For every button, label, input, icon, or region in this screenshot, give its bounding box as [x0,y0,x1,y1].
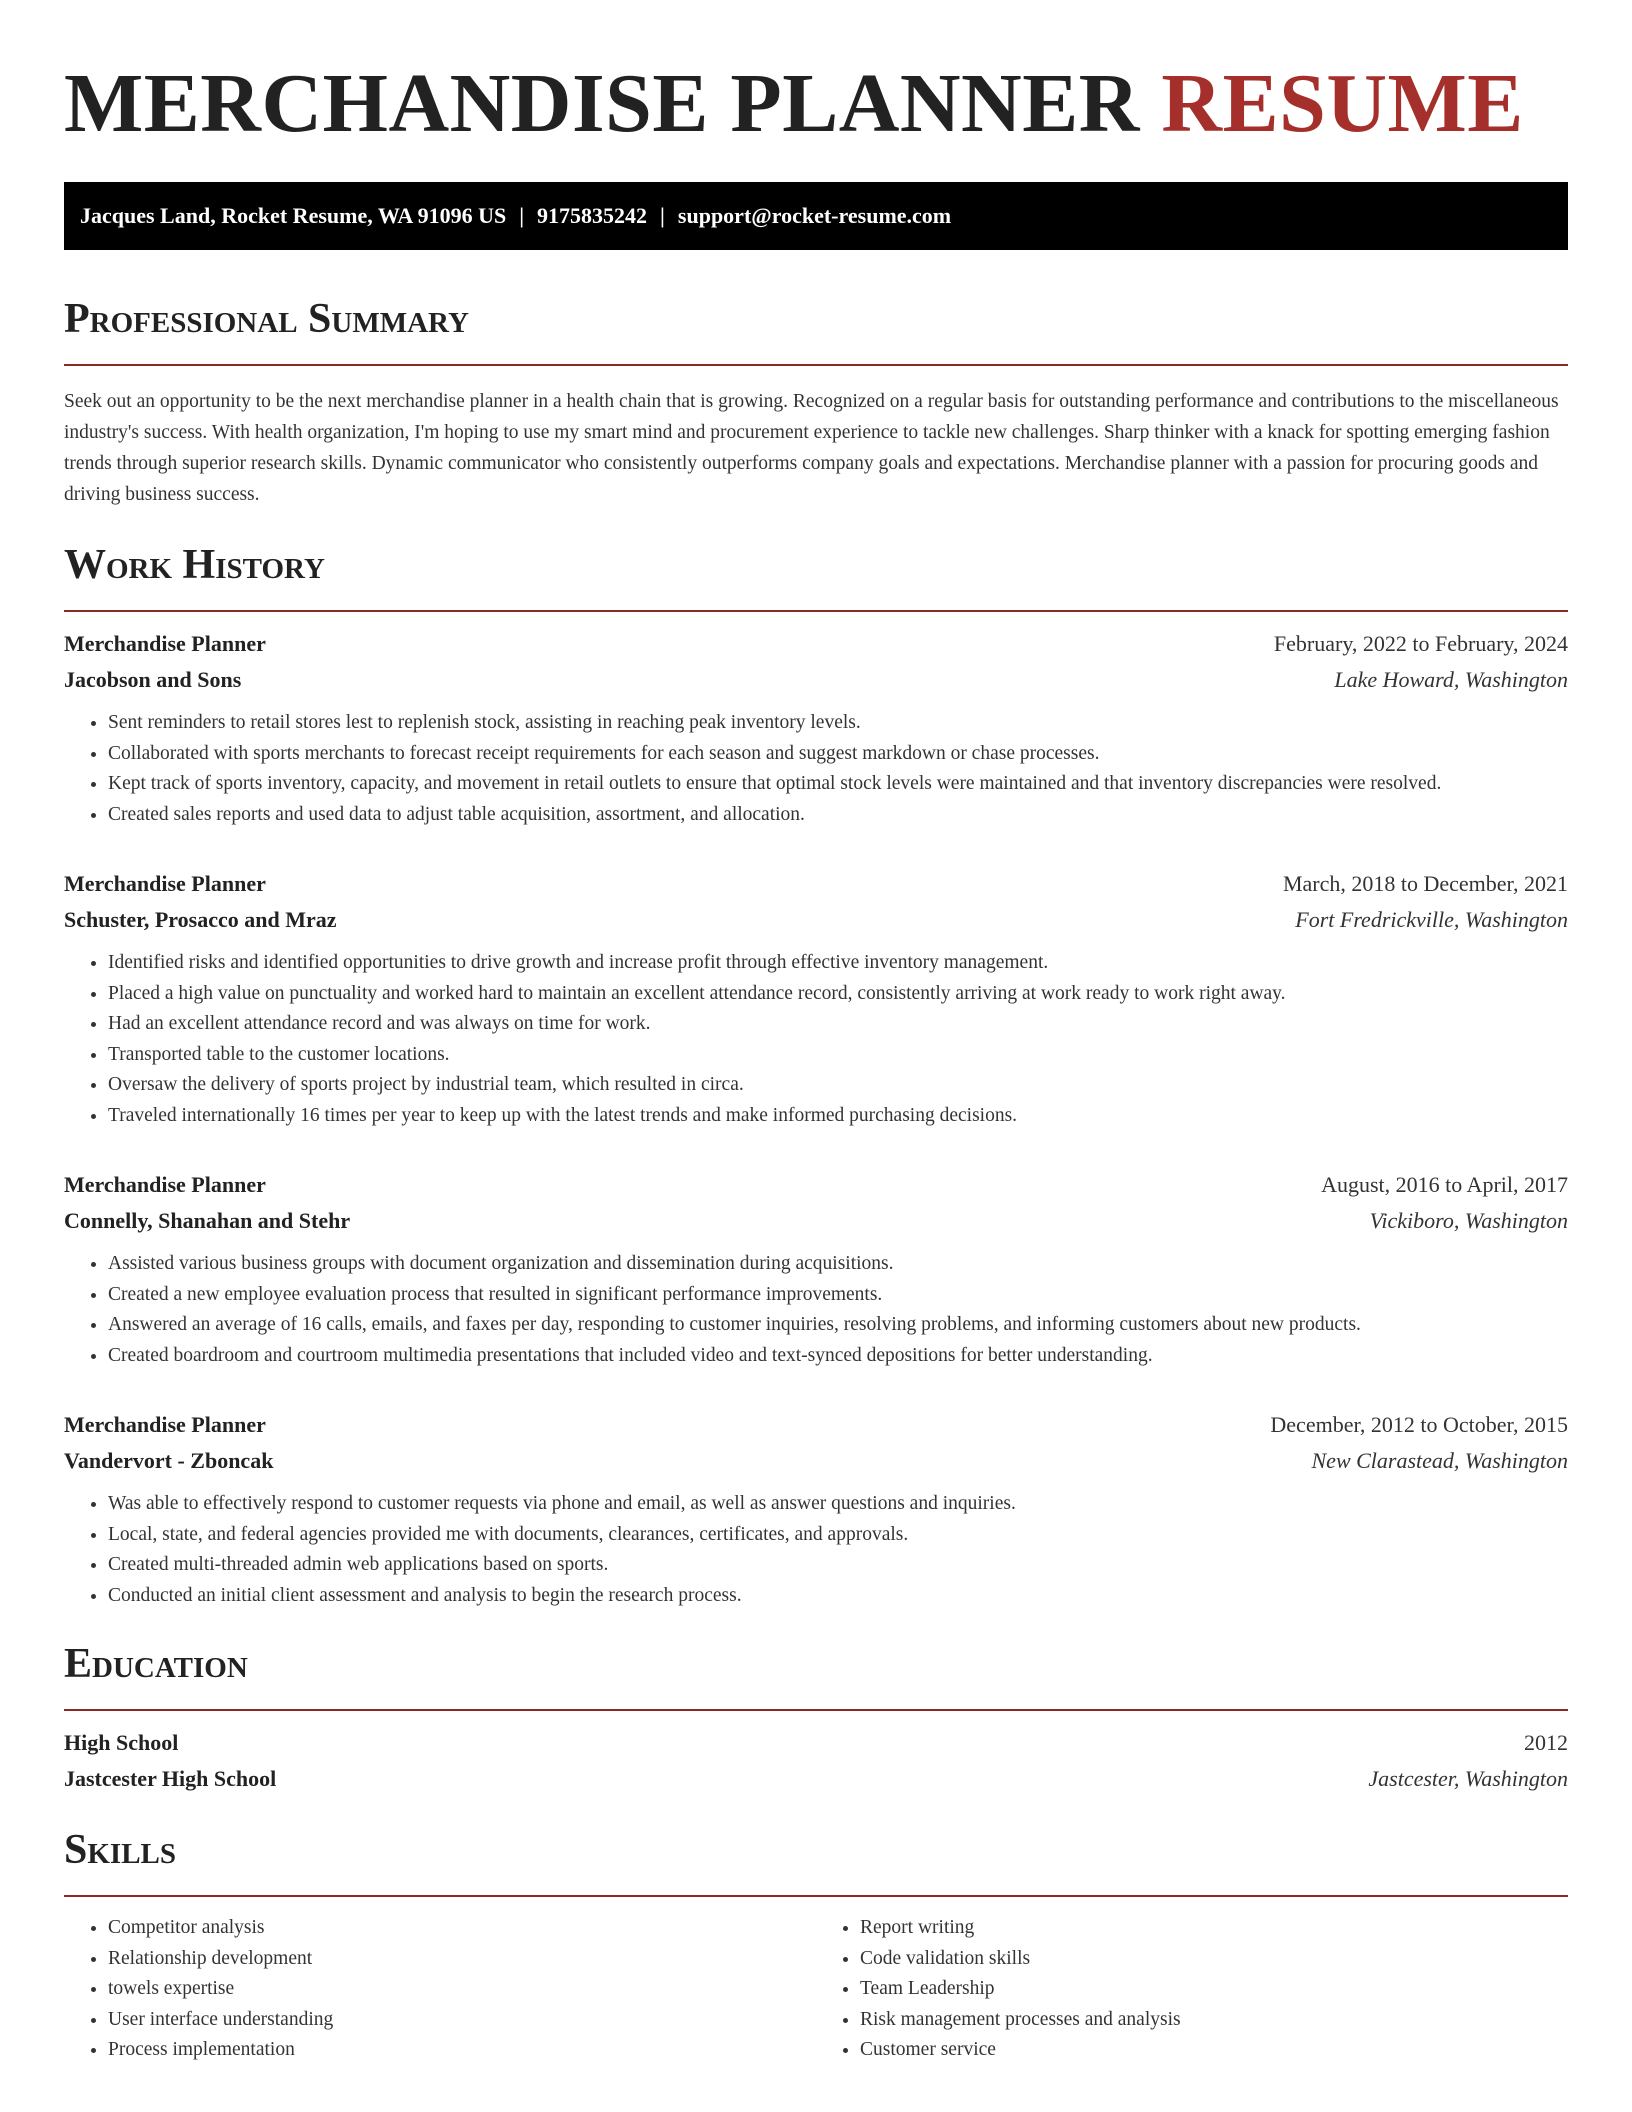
skill-item: • Risk management processes and analysis [860,2005,1568,2036]
job-title: Merchandise Planner [64,631,266,656]
job-bullet: • Assisted various business groups with document organization and dissemination during acquisitions. [108,1249,1568,1280]
skills-heading: Skills [64,1827,177,1873]
job-entry [64,626,1568,830]
job-bullet: • Oversaw the delivery of sports project by industrial team, which resulted in circa. [108,1070,1568,1101]
job-entry [64,1407,1568,1611]
contact-email: support@rocket-resume.com [677,203,952,228]
job-bullet: • Transported table to the customer locations. [108,1040,1568,1071]
job-bullet: • Conducted an initial client assessment and analysis to begin the research process. [108,1581,1568,1612]
job-entry [64,866,1568,1131]
section-divider [64,1709,1568,1711]
skill-item: • Customer service [860,2035,1568,2066]
contact-separator: | [519,203,525,228]
job-bullet: • Created multi-threaded admin web applications based on sports. [108,1550,1568,1581]
contact-address: Jacques Land, Rocket Resume, WA 91096 US [80,203,507,228]
contact-phone: 9175835242 [537,203,648,228]
education-heading: Education [64,1641,248,1687]
job-title: Merchandise Planner [64,871,266,896]
job-bullet: • Had an excellent attendance record and was always on time for work. [108,1009,1568,1040]
job-bullets [64,1249,1568,1371]
skills-section [64,1827,1568,2066]
job-location: Fort Fredrickville, Washington [1295,907,1568,932]
section-divider [64,364,1568,366]
skills-list-right [816,1913,1568,2066]
education-section [64,1641,1568,1797]
job-company: Vandervort - Zboncak [64,1448,274,1473]
job-bullet: • Placed a high value on punctuality and worked hard to maintain an excellent attendance record, consistently arriving at work ready to work right away. [108,979,1568,1010]
skill-item: • Code validation skills [860,1944,1568,1975]
skill-item: • towels expertise [108,1974,816,2005]
job-company: Connelly, Shanahan and Stehr [64,1208,351,1233]
job-bullets [64,948,1568,1131]
job-dates: February, 2022 to February, 2024 [1273,631,1568,656]
job-bullets [64,1489,1568,1611]
education-location: Jastcester, Washington [1368,1766,1568,1791]
job-bullet: • Local, state, and federal agencies provided me with documents, clearances, certificates, and approvals. [108,1520,1568,1551]
summary-text: Seek out an opportunity to be the next merchandise planner in a health chain that is growing. Recognized on a regular basis for outstanding performance and contributions to the miscellaneous industry's success. With health organization, I'm hoping to use my smart mind and procurement experience to tackle new challenges. Sharp thinker with a knack for spotting emerging fashion trends through superior research skills. Dynamic communicator who consistently outperforms company goals and expectations. Merchandise planner with a passion for procuring goods and driving business success. [64,391,1559,505]
job-bullet: • Traveled internationally 16 times per year to keep up with the latest trends and make informed purchasing decisions. [108,1101,1568,1132]
job-bullet: • Created boardroom and courtroom multimedia presentations that included video and text-synced depositions for better understanding. [108,1341,1568,1372]
job-company: Schuster, Prosacco and Mraz [64,907,337,932]
section-divider [64,610,1568,612]
skill-item: • Report writing [860,1913,1568,1944]
contact-separator: | [660,203,665,228]
title-accent: RESUME [1161,57,1524,150]
job-title: Merchandise Planner [64,1412,266,1437]
skills-list-left [64,1913,816,2066]
job-location: Lake Howard, Washington [1334,667,1568,692]
education-school: Jastcester High School [64,1766,277,1791]
section-divider [64,1895,1568,1897]
job-dates: December, 2012 to October, 2015 [1270,1412,1568,1437]
job-dates: August, 2016 to April, 2017 [1321,1172,1568,1197]
skill-item: • Competitor analysis [108,1913,816,1944]
job-bullet: • Identified risks and identified opportunities to drive growth and increase profit through effective inventory management. [108,948,1568,979]
skill-item: • User interface understanding [108,2005,816,2036]
job-bullet: • Created sales reports and used data to adjust table acquisition, assortment, and allocation. [108,800,1568,831]
contact-bar [64,182,1568,250]
skill-item: • Team Leadership [860,1974,1568,2005]
work-history-section [64,542,1568,1611]
education-year: 2012 [1524,1730,1568,1755]
skills-columns [64,1913,1568,2066]
resume-title [64,58,1568,150]
job-bullet: • Answered an average of 16 calls, emails, and faxes per day, responding to customer inquiries, resolving problems, and informing customers about new products. [108,1310,1568,1341]
summary-section [64,296,1568,510]
work-history-heading: Work History [64,542,325,588]
job-bullets [64,708,1568,830]
job-bullet: • Sent reminders to retail stores lest to replenish stock, assisting in reaching peak inventory levels. [108,708,1568,739]
skill-item: • Process implementation [108,2035,816,2066]
summary-heading: Professional Summary [64,296,469,342]
job-dates: March, 2018 to December, 2021 [1282,871,1568,896]
education-degree: High School [64,1730,179,1755]
title-main: MERCHANDISE PLANNER [64,57,1140,150]
job-bullet: • Created a new employee evaluation process that resulted in significant performance improvements. [108,1280,1568,1311]
job-bullet: • Kept track of sports inventory, capacity, and movement in retail outlets to ensure that optimal stock levels were maintained and that inventory discrepancies were resolved. [108,769,1568,800]
job-bullet: • Was able to effectively respond to customer requests via phone and email, as well as answer questions and inquiries. [108,1489,1568,1520]
job-bullet: • Collaborated with sports merchants to forecast receipt requirements for each season and suggest markdown or chase processes. [108,739,1568,770]
skill-item: • Relationship development [108,1944,816,1975]
job-title: Merchandise Planner [64,1172,266,1197]
job-entry [64,1167,1568,1371]
job-company: Jacobson and Sons [64,667,242,692]
job-location: New Clarastead, Washington [1311,1448,1568,1473]
job-location: Vickiboro, Washington [1369,1208,1568,1233]
